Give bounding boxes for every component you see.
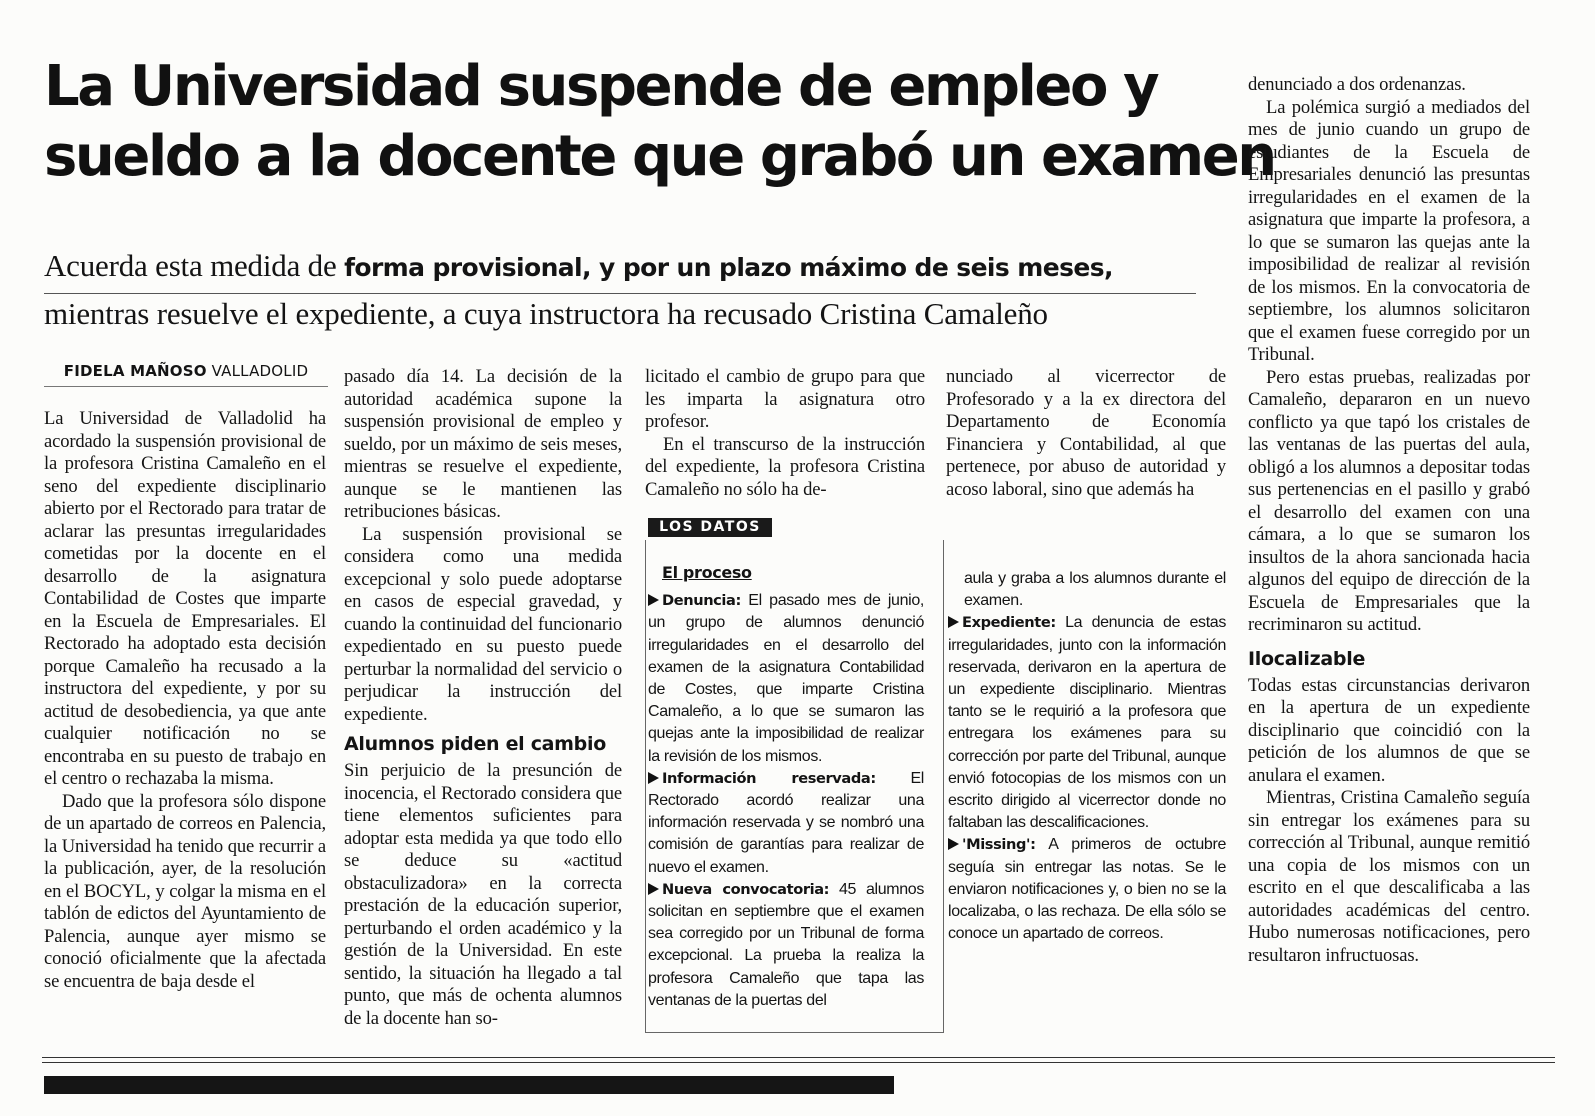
subtitle-line-1 bbox=[44, 243, 1214, 291]
subtitle-part-1: Acuerda esta medida de bbox=[44, 248, 345, 283]
datos-item bbox=[648, 590, 924, 768]
datos-item bbox=[648, 879, 924, 1012]
headline-line-2: sueldo a la docente que grabó un examen bbox=[44, 124, 1275, 189]
article-column-3 bbox=[645, 366, 925, 501]
paragraph: pasado día 14. La decisión de la autoridad académica supone la suspensión provisional de empleo y sueldo, por un máximo de seis meses, mientras se resuelve el expediente, aunque se le mantienen las retribuciones básicas. bbox=[344, 366, 622, 522]
datos-item bbox=[948, 834, 1226, 945]
subtitle-line-2: mientras resuelve el expediente, a cuya instructora ha recusado Cristina Camaleño bbox=[44, 296, 1048, 331]
byline bbox=[44, 362, 328, 387]
datos-column-left bbox=[648, 562, 924, 1012]
datos-item-text: 45 alumnos solicitan en septiembre que el examen sea corregido por un Tribunal de forma excepcional. La prueba la realiza la profesora Camaleño que tapa las ventanas de la puertas del bbox=[648, 880, 924, 1009]
datos-item-text: A primeros de octubre seguía sin entregar las notas. Se le enviaron notificaciones y, o bien no se la localizaba, o las rechaza. De ella sólo se conoce un apartado de correos. bbox=[948, 836, 1226, 943]
datos-item-label: Nueva convocatoria: bbox=[662, 880, 830, 898]
article-column-1 bbox=[44, 408, 326, 993]
subtitle bbox=[44, 243, 1214, 337]
subtitle-divider bbox=[44, 293, 1196, 294]
datos-item-label: 'Missing': bbox=[962, 836, 1036, 854]
paragraph: licitado el cambio de grupo para que les imparta la asignatura otro profesor. bbox=[645, 366, 925, 432]
article-column-2 bbox=[344, 366, 622, 1030]
arrow-icon bbox=[648, 883, 659, 895]
section-subhead: Ilocalizable bbox=[1248, 647, 1366, 670]
paragraph: La suspensión provisional se considera como una medida excepcional y solo puede adoptarse en casos de especial gravedad, y cuando la continuidad del funcionario expedientado en su puesto puede perturbar la normalidad del servicio o perjudicar la instrucción del expediente. bbox=[344, 523, 622, 725]
paragraph: Dado que la profesora sólo dispone de un apartado de correos en Palencia, la Universidad ha tenido que recurrir a la publicación, ayer, de la resolución en el BOCYL, y colgar la misma en el tablón de edictos del Ayuntamiento de Palencia, aunque ayer mismo se conoció oficialmente que la afectada se encuentra de baja desde el bbox=[44, 790, 326, 992]
datos-column-right bbox=[948, 568, 1226, 945]
subtitle-bold: forma provisional, y por un plazo máximo de seis meses, bbox=[344, 253, 1113, 282]
datos-item-label: Expediente: bbox=[962, 614, 1056, 632]
byline-author: FIDELA MAÑOSO bbox=[63, 362, 207, 380]
datos-item-text: La denuncia de estas irregularidades, junto con la información reservada, derivaron en la apertura de un expediente disciplinario. Mientras tanto se le requirió a la profesora que entregara los exámenes para su corrección por parte del Tribunal, aunque envió fotocopias de los mismos con un escrito dirigido al vicerrector donde no faltaban las descalificaciones. bbox=[948, 614, 1226, 832]
datos-tag: LOS DATOS bbox=[648, 518, 772, 537]
paragraph: Pero estas pruebas, realizadas por Camaleño, depararon en un nuevo conflicto ya que tapó los cristales de las ventanas de las puertas del aula, obligó a los alumnos a depositar todas sus pertenencias en el pasillo y grabó el desarrollo del examen con una cámara, a lo que se sumaron los insultos de la ahora sancionada hacia algunos del equipo de dirección de la Escuela de Empresariales que la recriminaron su actitud. bbox=[1248, 366, 1530, 635]
arrow-icon bbox=[648, 772, 659, 784]
arrow-icon bbox=[948, 838, 959, 850]
bottom-rule bbox=[42, 1057, 1555, 1058]
byline-place: VALLADOLID bbox=[211, 362, 309, 380]
paragraph: denunciado a dos ordenanzas. bbox=[1248, 74, 1466, 95]
datos-continuation: aula y graba a los alumnos durante el examen. bbox=[964, 570, 1226, 610]
paragraph: La Universidad de Valladolid ha acordado la suspensión provisional de la profesora Cristina Camaleño en el seno del expediente disciplinario abierto por el Rectorado para tratar de aclarar las presuntas irregularidades cometidas por la docente en el desarrollo de la asignatura Contabilidad de Costes que imparte en la Escuela de Empresariales. El Rectorado ha adoptado esta decisión porque Camaleño ha recusado a la instructora del expediente, y por su actitud de desobediencia, ya que ante cualquier notificación no se encontraba en su puesto de trabajo en el centro o rechazaba la misma. bbox=[44, 408, 326, 789]
datos-item-label: Denuncia: bbox=[662, 592, 741, 610]
arrow-icon bbox=[648, 594, 659, 606]
datos-divider bbox=[943, 556, 944, 1032]
datos-item-text: El Rectorado acordó realizar una información reservada y se nombró una comisión de garantías para realizar de nuevo el examen. bbox=[648, 769, 924, 876]
paragraph: Sin perjuicio de la presunción de inocencia, el Rectorado considera que tiene elementos suficientes para adoptar esta medida ya que todo ello se deduce su «actitud obstaculizadora» en la correcta prestación de la educación superior, perturbando el orden académico y la gestión de la Universidad. En este sentido, la situación ha llegado a tal punto, que más de ochenta alumnos de la docente han so- bbox=[344, 760, 622, 1029]
datos-item-text: El pasado mes de junio, un grupo de alumnos denunció irregularidades en el desarrollo del examen de la asignatura Contabilidad de Costes, que imparte Cristina Camaleño, a lo que se sumaron las quejas ante la imposibilidad de realizar la revisión de los mismos. bbox=[648, 592, 924, 765]
datos-item bbox=[648, 768, 924, 879]
article-column-4 bbox=[946, 366, 1226, 501]
arrow-icon bbox=[948, 616, 959, 628]
datos-title: El proceso bbox=[662, 563, 752, 582]
headline-line-1: La Universidad suspende de empleo y bbox=[44, 54, 1158, 119]
paragraph: Mientras, Cristina Camaleño seguía sin entregar los exámenes para su corrección al Tribunal, aunque remitió una copia de los mismos con un escrito en el que descalificaba a las autoridades académicas del centro. Hubo numerosas notificaciones, pero resultaron infructuosas. bbox=[1248, 787, 1530, 966]
paragraph: En el transcurso de la instrucción del expediente, la profesora Cristina Camaleño no sólo ha de- bbox=[645, 433, 925, 500]
datos-item-label: Información reservada: bbox=[662, 769, 876, 787]
article-column-5 bbox=[1248, 74, 1530, 967]
paragraph: Todas estas circunstancias derivaron en la apertura de un expediente disciplinario que coincidió con la petición de los alumnos de que se anulara el examen. bbox=[1248, 674, 1530, 786]
section-subhead: Alumnos piden el cambio bbox=[344, 733, 606, 755]
datos-item bbox=[948, 612, 1226, 834]
bottom-bar bbox=[44, 1076, 894, 1094]
headline bbox=[44, 52, 1275, 192]
paragraph: La polémica surgió a mediados del mes de junio cuando un grupo de estudiantes de la Escuela de Empresariales denunció las presuntas irregularidades en el examen de la asignatura que imparte la profesora, a lo que se sumaron las quejas ante la imposibilidad de realizar al revisión de los mismos. En la convocatoria de septiembre, los alumnos solicitaron que el examen fuese corregido por un Tribunal. bbox=[1248, 96, 1530, 365]
bottom-rule bbox=[42, 1062, 1555, 1063]
paragraph: nunciado al vicerrector de Profesorado y a la ex directora del Departamento de Economía Financiera y Contabilidad, al que pertenece, por abuso de autoridad y acoso laboral, sino que además ha bbox=[946, 366, 1226, 500]
